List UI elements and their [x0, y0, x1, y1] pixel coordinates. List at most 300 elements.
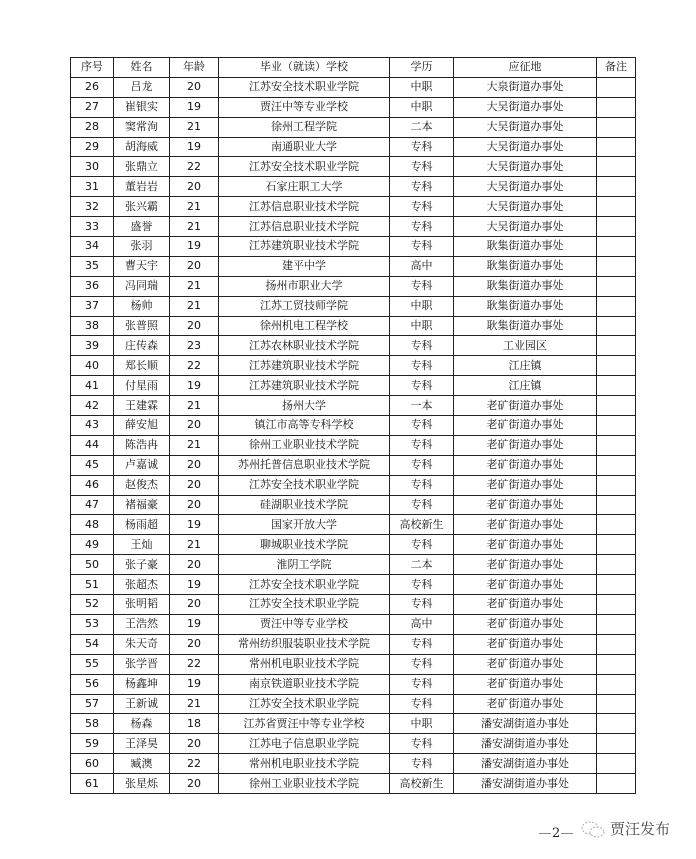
table-cell: 胡海威	[114, 137, 170, 157]
table-cell: 31	[71, 177, 114, 197]
column-header: 应征地	[454, 58, 597, 78]
wechat-bubble-icon	[580, 819, 606, 839]
table-row	[71, 77, 636, 97]
table-cell: 专科	[390, 575, 454, 595]
table-cell: 聊城职业技术学院	[219, 535, 390, 555]
table-cell	[597, 356, 636, 376]
table-cell: 镇江市高等专科学校	[219, 416, 390, 436]
table-cell: 专科	[390, 694, 454, 714]
table-cell	[597, 217, 636, 237]
table-cell	[597, 654, 636, 674]
table-cell: 49	[71, 535, 114, 555]
table-cell: 曹天宇	[114, 256, 170, 276]
table-cell: 专科	[390, 137, 454, 157]
table-cell: 专科	[390, 157, 454, 177]
table-cell: 高校新生	[390, 515, 454, 535]
table-cell: 20	[170, 455, 219, 475]
table-cell: 江苏建筑职业技术学院	[219, 376, 390, 396]
table-cell: 高中	[390, 256, 454, 276]
table-row	[71, 634, 636, 654]
table-cell: 专科	[390, 276, 454, 296]
table-cell: 常州纺织服装职业技术学院	[219, 634, 390, 654]
table-cell: 耿集街道办事处	[454, 276, 597, 296]
table-row	[71, 674, 636, 694]
table-cell: 专科	[390, 674, 454, 694]
table-cell: 老矿街道办事处	[454, 654, 597, 674]
table-cell	[597, 455, 636, 475]
table-cell: 褚福豪	[114, 495, 170, 515]
table-cell	[597, 575, 636, 595]
table-cell: 专科	[390, 197, 454, 217]
watermark-text: 贾汪发布	[610, 820, 671, 838]
table-cell: 老矿街道办事处	[454, 575, 597, 595]
table-cell: 20	[170, 774, 219, 794]
table-cell: 南京铁道职业技术学院	[219, 674, 390, 694]
table-cell: 28	[71, 117, 114, 137]
table-cell: 耿集街道办事处	[454, 256, 597, 276]
table-cell: 20	[170, 475, 219, 495]
table-cell: 22	[170, 356, 219, 376]
watermark-logo	[580, 818, 670, 839]
table-cell: 徐州工业职业技术学院	[219, 435, 390, 455]
table-cell: 20	[170, 177, 219, 197]
table-cell: 郑长顺	[114, 356, 170, 376]
table-cell: 大吴街道办事处	[454, 137, 597, 157]
table-cell: 中职	[390, 296, 454, 316]
table-row	[71, 177, 636, 197]
table-cell: 23	[170, 336, 219, 356]
table-cell: 19	[170, 674, 219, 694]
table-cell: 石家庄职工大学	[219, 177, 390, 197]
table-cell: 21	[170, 276, 219, 296]
table-cell: 27	[71, 97, 114, 117]
table-cell: 陈浩冉	[114, 435, 170, 455]
table-cell: 张明韬	[114, 595, 170, 615]
table-cell: 35	[71, 256, 114, 276]
table-cell: 江苏安全技术职业学院	[219, 595, 390, 615]
table-cell: 老矿街道办事处	[454, 555, 597, 575]
table-cell: 董岩岩	[114, 177, 170, 197]
table-cell: 55	[71, 654, 114, 674]
table-cell	[597, 177, 636, 197]
table-cell: 19	[170, 614, 219, 634]
table-row	[71, 356, 636, 376]
table-cell: 中职	[390, 316, 454, 336]
table-cell	[597, 714, 636, 734]
table-cell: 徐州机电工程学校	[219, 316, 390, 336]
table-cell: 王建霖	[114, 396, 170, 416]
table-cell: 43	[71, 416, 114, 436]
table-cell: 21	[170, 117, 219, 137]
column-header: 备注	[597, 58, 636, 78]
table-row	[71, 515, 636, 535]
table-cell: 21	[170, 217, 219, 237]
table-cell: 老矿街道办事处	[454, 475, 597, 495]
table-cell: 江苏信息职业技术学院	[219, 217, 390, 237]
table-cell: 杨雨超	[114, 515, 170, 535]
table-cell	[597, 276, 636, 296]
table-cell: 32	[71, 197, 114, 217]
table-row	[71, 157, 636, 177]
table-cell	[597, 117, 636, 137]
table-cell: 徐州工业职业技术学院	[219, 774, 390, 794]
table-cell: 20	[170, 77, 219, 97]
table-cell: 江苏安全技术职业学院	[219, 694, 390, 714]
page-number: 2	[538, 826, 574, 841]
table-cell: 南通职业大学	[219, 137, 390, 157]
table-cell: 江苏工贸技师学院	[219, 296, 390, 316]
table-row	[71, 734, 636, 754]
table-cell: 淮阴工学院	[219, 555, 390, 575]
table-cell: 老矿街道办事处	[454, 515, 597, 535]
table-cell: 国家开放大学	[219, 515, 390, 535]
table-cell: 江苏安全技术职业学院	[219, 575, 390, 595]
table-cell: 专科	[390, 416, 454, 436]
table-cell: 盛誉	[114, 217, 170, 237]
table-row	[71, 117, 636, 137]
column-header: 序号	[71, 58, 114, 78]
table-cell	[597, 197, 636, 217]
column-header: 姓名	[114, 58, 170, 78]
table-cell	[597, 694, 636, 714]
table-cell: 耿集街道办事处	[454, 296, 597, 316]
table-cell: 张学晋	[114, 654, 170, 674]
table-row	[71, 276, 636, 296]
table-cell: 高校新生	[390, 774, 454, 794]
table-cell	[597, 316, 636, 336]
table-cell	[597, 97, 636, 117]
table-cell: 朱天奇	[114, 634, 170, 654]
table-cell: 贾汪中等专业学校	[219, 614, 390, 634]
table-cell: 48	[71, 515, 114, 535]
table-cell: 36	[71, 276, 114, 296]
table-cell: 扬州大学	[219, 396, 390, 416]
table-cell: 卢嘉诚	[114, 455, 170, 475]
table-cell: 扬州市职业大学	[219, 276, 390, 296]
table-cell: 46	[71, 475, 114, 495]
table-cell: 专科	[390, 595, 454, 615]
table-cell: 20	[170, 416, 219, 436]
table-cell: 硅湖职业技术学院	[219, 495, 390, 515]
table-cell: 专科	[390, 495, 454, 515]
table-row	[71, 256, 636, 276]
table-cell	[597, 614, 636, 634]
table-row	[71, 137, 636, 157]
table-cell	[597, 157, 636, 177]
table-cell: 34	[71, 237, 114, 257]
table-cell: 庄传森	[114, 336, 170, 356]
table-cell: 18	[170, 714, 219, 734]
table-cell: 51	[71, 575, 114, 595]
table-row	[71, 714, 636, 734]
table-row	[71, 237, 636, 257]
table-cell: 20	[170, 256, 219, 276]
table-cell: 一本	[390, 396, 454, 416]
table-cell: 江庄镇	[454, 376, 597, 396]
table-cell	[597, 396, 636, 416]
table-cell: 江苏信息职业技术学院	[219, 197, 390, 217]
table-cell: 33	[71, 217, 114, 237]
table-cell: 江苏建筑职业技术学院	[219, 237, 390, 257]
table-cell: 50	[71, 555, 114, 575]
table-cell: 专科	[390, 177, 454, 197]
column-header: 毕业（就读）学校	[219, 58, 390, 78]
table-cell	[597, 237, 636, 257]
table-cell	[597, 535, 636, 555]
table-cell: 冯同瑞	[114, 276, 170, 296]
table-cell: 江苏安全技术职业学院	[219, 77, 390, 97]
table-cell: 江苏电子信息职业学院	[219, 734, 390, 754]
table-cell	[597, 734, 636, 754]
table-cell: 张羽	[114, 237, 170, 257]
table-cell: 付星雨	[114, 376, 170, 396]
table-cell: 19	[170, 575, 219, 595]
table-cell	[597, 634, 636, 654]
table-cell: 20	[170, 634, 219, 654]
table-cell: 老矿街道办事处	[454, 495, 597, 515]
table-cell: 专科	[390, 237, 454, 257]
table-cell: 21	[170, 435, 219, 455]
table-cell: 20	[170, 595, 219, 615]
table-cell: 张星烁	[114, 774, 170, 794]
table-cell: 江苏建筑职业技术学院	[219, 356, 390, 376]
table-cell: 王浩然	[114, 614, 170, 634]
table-row	[71, 595, 636, 615]
table-cell: 大吴街道办事处	[454, 197, 597, 217]
table-cell: 老矿街道办事处	[454, 455, 597, 475]
table-cell: 常州机电职业技术学院	[219, 654, 390, 674]
table-row	[71, 435, 636, 455]
table-cell: 江庄镇	[454, 356, 597, 376]
table-row	[71, 296, 636, 316]
table-cell: 江苏安全技术职业学院	[219, 157, 390, 177]
table-cell	[597, 475, 636, 495]
table-cell: 20	[170, 734, 219, 754]
table-cell: 薛安旭	[114, 416, 170, 436]
table-cell	[597, 495, 636, 515]
table-row	[71, 614, 636, 634]
table-cell: 潘安湖街道办事处	[454, 734, 597, 754]
table-cell	[597, 376, 636, 396]
table-row	[71, 535, 636, 555]
table-cell: 20	[170, 316, 219, 336]
table-cell: 21	[170, 694, 219, 714]
table-cell: 专科	[390, 336, 454, 356]
table-cell: 54	[71, 634, 114, 654]
table-cell: 潘安湖街道办事处	[454, 714, 597, 734]
table-cell: 二本	[390, 555, 454, 575]
table-cell	[597, 416, 636, 436]
table-cell: 39	[71, 336, 114, 356]
table-row	[71, 754, 636, 774]
table-cell: 专科	[390, 356, 454, 376]
table-cell: 高中	[390, 614, 454, 634]
table-cell: 19	[170, 376, 219, 396]
table-cell: 老矿街道办事处	[454, 614, 597, 634]
table-cell: 杨帅	[114, 296, 170, 316]
table-cell: 专科	[390, 734, 454, 754]
table-cell: 专科	[390, 475, 454, 495]
table-cell: 42	[71, 396, 114, 416]
table-cell: 工业园区	[454, 336, 597, 356]
table-cell: 22	[170, 157, 219, 177]
table-cell: 王新诚	[114, 694, 170, 714]
table-cell: 老矿街道办事处	[454, 396, 597, 416]
table-cell: 52	[71, 595, 114, 615]
table-cell: 37	[71, 296, 114, 316]
table-row	[71, 475, 636, 495]
table-cell: 耿集街道办事处	[454, 237, 597, 257]
table-cell: 中职	[390, 97, 454, 117]
table-cell: 专科	[390, 435, 454, 455]
table-cell: 老矿街道办事处	[454, 634, 597, 654]
table-cell	[597, 555, 636, 575]
table-cell	[597, 674, 636, 694]
table-cell	[597, 137, 636, 157]
recruit-table	[70, 57, 636, 794]
table-cell: 29	[71, 137, 114, 157]
table-cell: 老矿街道办事处	[454, 595, 597, 615]
table-cell: 专科	[390, 376, 454, 396]
table-cell: 53	[71, 614, 114, 634]
table-cell: 臧澳	[114, 754, 170, 774]
table-cell: 建平中学	[219, 256, 390, 276]
table-cell: 常州机电职业技术学院	[219, 754, 390, 774]
table-cell: 40	[71, 356, 114, 376]
table-cell: 专科	[390, 754, 454, 774]
table-cell: 57	[71, 694, 114, 714]
table-cell: 贾汪中等专业学校	[219, 97, 390, 117]
table-cell: 大吴街道办事处	[454, 117, 597, 137]
table-cell: 吕龙	[114, 77, 170, 97]
table-cell: 老矿街道办事处	[454, 535, 597, 555]
table-cell	[597, 77, 636, 97]
table-cell: 58	[71, 714, 114, 734]
table-row	[71, 555, 636, 575]
table-cell: 潘安湖街道办事处	[454, 754, 597, 774]
table-cell	[597, 515, 636, 535]
table-row	[71, 217, 636, 237]
table-cell: 江苏省贾汪中等专业学校	[219, 714, 390, 734]
table-cell: 专科	[390, 217, 454, 237]
table-cell: 二本	[390, 117, 454, 137]
table-cell: 王泽昊	[114, 734, 170, 754]
table-cell: 专科	[390, 455, 454, 475]
table-row	[71, 336, 636, 356]
table-cell: 19	[170, 515, 219, 535]
table-cell: 21	[170, 296, 219, 316]
table-cell	[597, 256, 636, 276]
table-cell: 56	[71, 674, 114, 694]
table-cell: 徐州工程学院	[219, 117, 390, 137]
table-cell: 老矿街道办事处	[454, 674, 597, 694]
table-row	[71, 97, 636, 117]
table-cell: 22	[170, 654, 219, 674]
table-cell: 大泉街道办事处	[454, 77, 597, 97]
table-row	[71, 376, 636, 396]
table-cell: 44	[71, 435, 114, 455]
table-cell	[597, 336, 636, 356]
table-cell: 赵俊杰	[114, 475, 170, 495]
column-header: 学历	[390, 58, 454, 78]
table-cell: 41	[71, 376, 114, 396]
table-cell: 杨鑫坤	[114, 674, 170, 694]
table-cell: 21	[170, 535, 219, 555]
table-cell: 60	[71, 754, 114, 774]
table-row	[71, 575, 636, 595]
table-cell: 杨森	[114, 714, 170, 734]
table-cell: 21	[170, 197, 219, 217]
table-cell: 崔银实	[114, 97, 170, 117]
table-cell: 专科	[390, 535, 454, 555]
table-row	[71, 316, 636, 336]
table-cell: 21	[170, 396, 219, 416]
table-cell	[597, 774, 636, 794]
table-cell: 19	[170, 137, 219, 157]
table-cell: 26	[71, 77, 114, 97]
table-cell	[597, 435, 636, 455]
table-cell: 江苏农林职业技术学院	[219, 336, 390, 356]
table-cell: 38	[71, 316, 114, 336]
table-cell: 20	[170, 495, 219, 515]
table-row	[71, 654, 636, 674]
table-cell: 老矿街道办事处	[454, 694, 597, 714]
table-cell: 45	[71, 455, 114, 475]
table-cell: 中职	[390, 714, 454, 734]
table-row	[71, 455, 636, 475]
table-header	[71, 58, 636, 78]
table-cell: 中职	[390, 77, 454, 97]
table-row	[71, 495, 636, 515]
table-cell: 20	[170, 555, 219, 575]
table-cell: 江苏安全技术职业学院	[219, 475, 390, 495]
table-cell	[597, 296, 636, 316]
table-cell: 窦常洵	[114, 117, 170, 137]
table-cell: 大吴街道办事处	[454, 97, 597, 117]
table-row	[71, 396, 636, 416]
table-cell: 大吴街道办事处	[454, 177, 597, 197]
table-cell: 老矿街道办事处	[454, 416, 597, 436]
table-cell	[597, 595, 636, 615]
table-cell: 大吴街道办事处	[454, 217, 597, 237]
table-cell: 苏州托普信息职业技术学院	[219, 455, 390, 475]
table-cell: 61	[71, 774, 114, 794]
table-row	[71, 197, 636, 217]
table-row	[71, 416, 636, 436]
table-cell: 张子豪	[114, 555, 170, 575]
table-cell	[597, 754, 636, 774]
table-cell: 59	[71, 734, 114, 754]
table-cell: 专科	[390, 634, 454, 654]
table-cell: 19	[170, 97, 219, 117]
table-cell: 张超杰	[114, 575, 170, 595]
column-header: 年龄	[170, 58, 219, 78]
table-cell: 潘安湖街道办事处	[454, 774, 597, 794]
table-cell: 老矿街道办事处	[454, 435, 597, 455]
table-cell: 30	[71, 157, 114, 177]
table-cell: 专科	[390, 654, 454, 674]
table-cell: 张兴霸	[114, 197, 170, 217]
table-cell: 大吴街道办事处	[454, 157, 597, 177]
table-cell: 张鼎立	[114, 157, 170, 177]
table-row	[71, 694, 636, 714]
table-row	[71, 774, 636, 794]
table-cell: 47	[71, 495, 114, 515]
table-cell: 耿集街道办事处	[454, 316, 597, 336]
table-cell: 19	[170, 237, 219, 257]
table-cell: 王灿	[114, 535, 170, 555]
table-cell: 张普照	[114, 316, 170, 336]
